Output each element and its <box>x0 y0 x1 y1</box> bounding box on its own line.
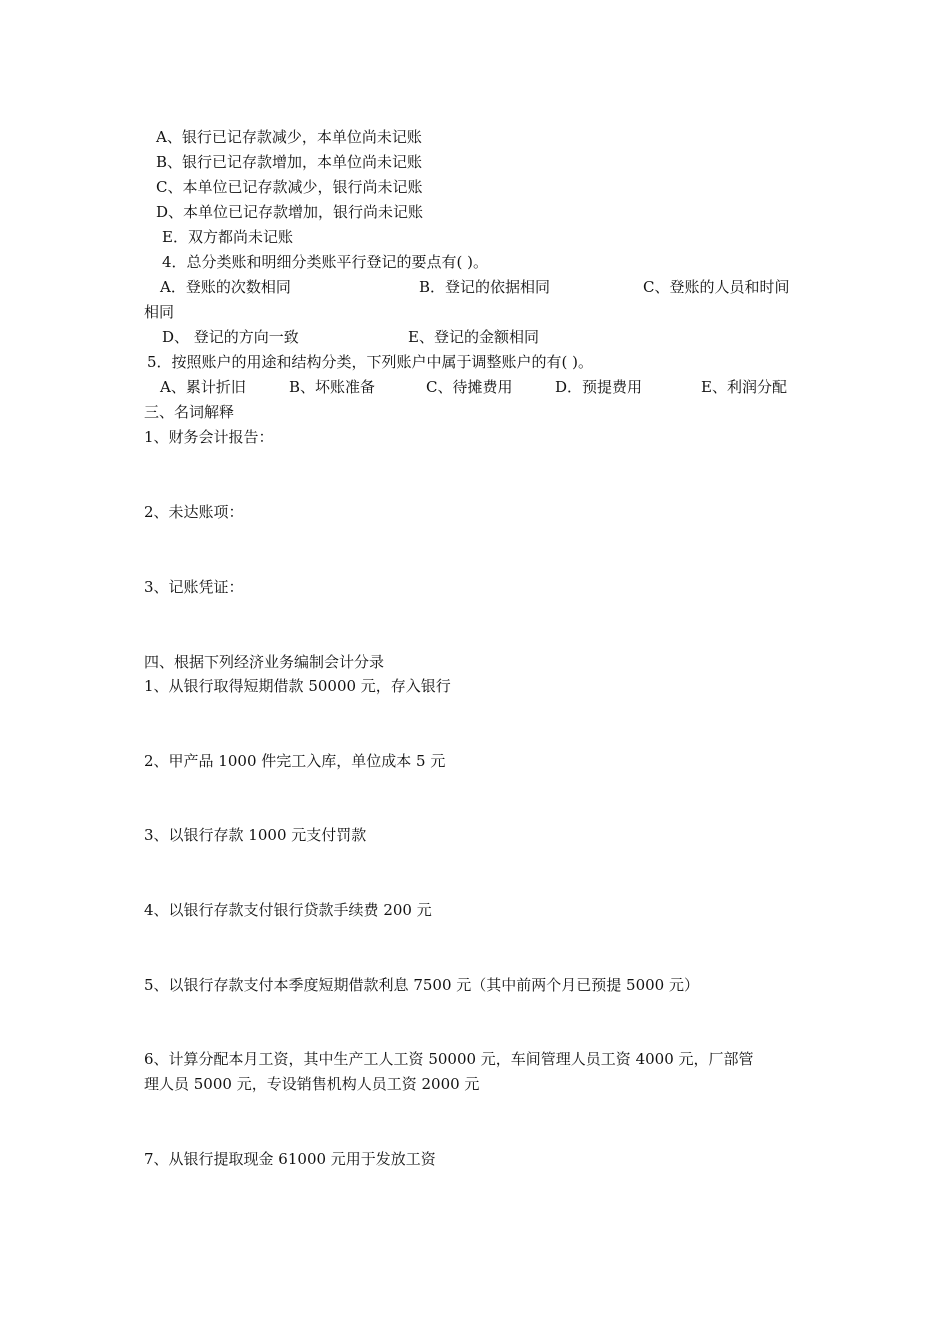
q5-option-e: E、利润分配 <box>701 378 787 396</box>
section4-item-5: 5、以银行存款支付本季度短期借款利息 7500 元（其中前两个月已预提 5000 元） <box>144 976 699 994</box>
q5-stem: 5．按照账户的用途和结构分类，下列账户中属于调整账户的有( )。 <box>147 353 594 371</box>
q3-option-d: D、本单位已记存款增加，银行尚未记账 <box>156 203 424 221</box>
section4-item-6: 6、计算分配本月工资，其中生产工人工资 50000 元，车间管理人员工资 4000 元，厂部管 <box>144 1050 754 1068</box>
q5-option-d: D．预提费用 <box>555 378 643 396</box>
section4-heading: 四、根据下列经济业务编制会计分录 <box>144 653 385 671</box>
q4-option-c: C、登账的人员和时间 <box>643 278 790 296</box>
section4-item-2: 2、甲产品 1000 件完工入库，单位成本 5 元 <box>144 752 446 770</box>
q4-option-b: B．登记的依据相同 <box>419 278 551 296</box>
q3-option-c: C、本单位已记存款减少，银行尚未记账 <box>156 178 423 196</box>
q4-option-c-wrap: 相同 <box>144 303 175 321</box>
section3-item-1: 1、财务会计报告： <box>144 428 274 446</box>
q5-option-a: A、累计折旧 <box>160 378 246 396</box>
section4-item-7: 7、从银行提取现金 61000 元用于发放工资 <box>144 1150 436 1168</box>
section3-heading: 三、名词解释 <box>144 403 235 421</box>
section4-item-1: 1、从银行取得短期借款 50000 元，存入银行 <box>144 677 451 695</box>
q4-option-e: E、登记的金额相同 <box>408 328 539 346</box>
q3-option-e: E．双方都尚未记账 <box>162 228 293 246</box>
q4-option-d: D、 登记的方向一致 <box>162 328 299 346</box>
q4-stem: 4．总分类账和明细分类账平行登记的要点有( )。 <box>162 253 489 271</box>
section3-item-3: 3、记账凭证： <box>144 578 244 596</box>
q5-option-c: C、待摊费用 <box>426 378 513 396</box>
q3-option-b: B、银行已记存款增加，本单位尚未记账 <box>156 153 423 171</box>
q3-option-a: A、银行已记存款减少，本单位尚未记账 <box>156 128 422 146</box>
q5-option-b: B、坏账准备 <box>289 378 376 396</box>
section4-item-4: 4、以银行存款支付银行贷款手续费 200 元 <box>144 901 432 919</box>
section3-item-2: 2、未达账项： <box>144 503 244 521</box>
q4-option-a: A．登账的次数相同 <box>160 278 291 296</box>
section4-item-6-cont: 理人员 5000 元，专设销售机构人员工资 2000 元 <box>144 1075 480 1093</box>
section4-item-3: 3、以银行存款 1000 元支付罚款 <box>144 826 367 844</box>
